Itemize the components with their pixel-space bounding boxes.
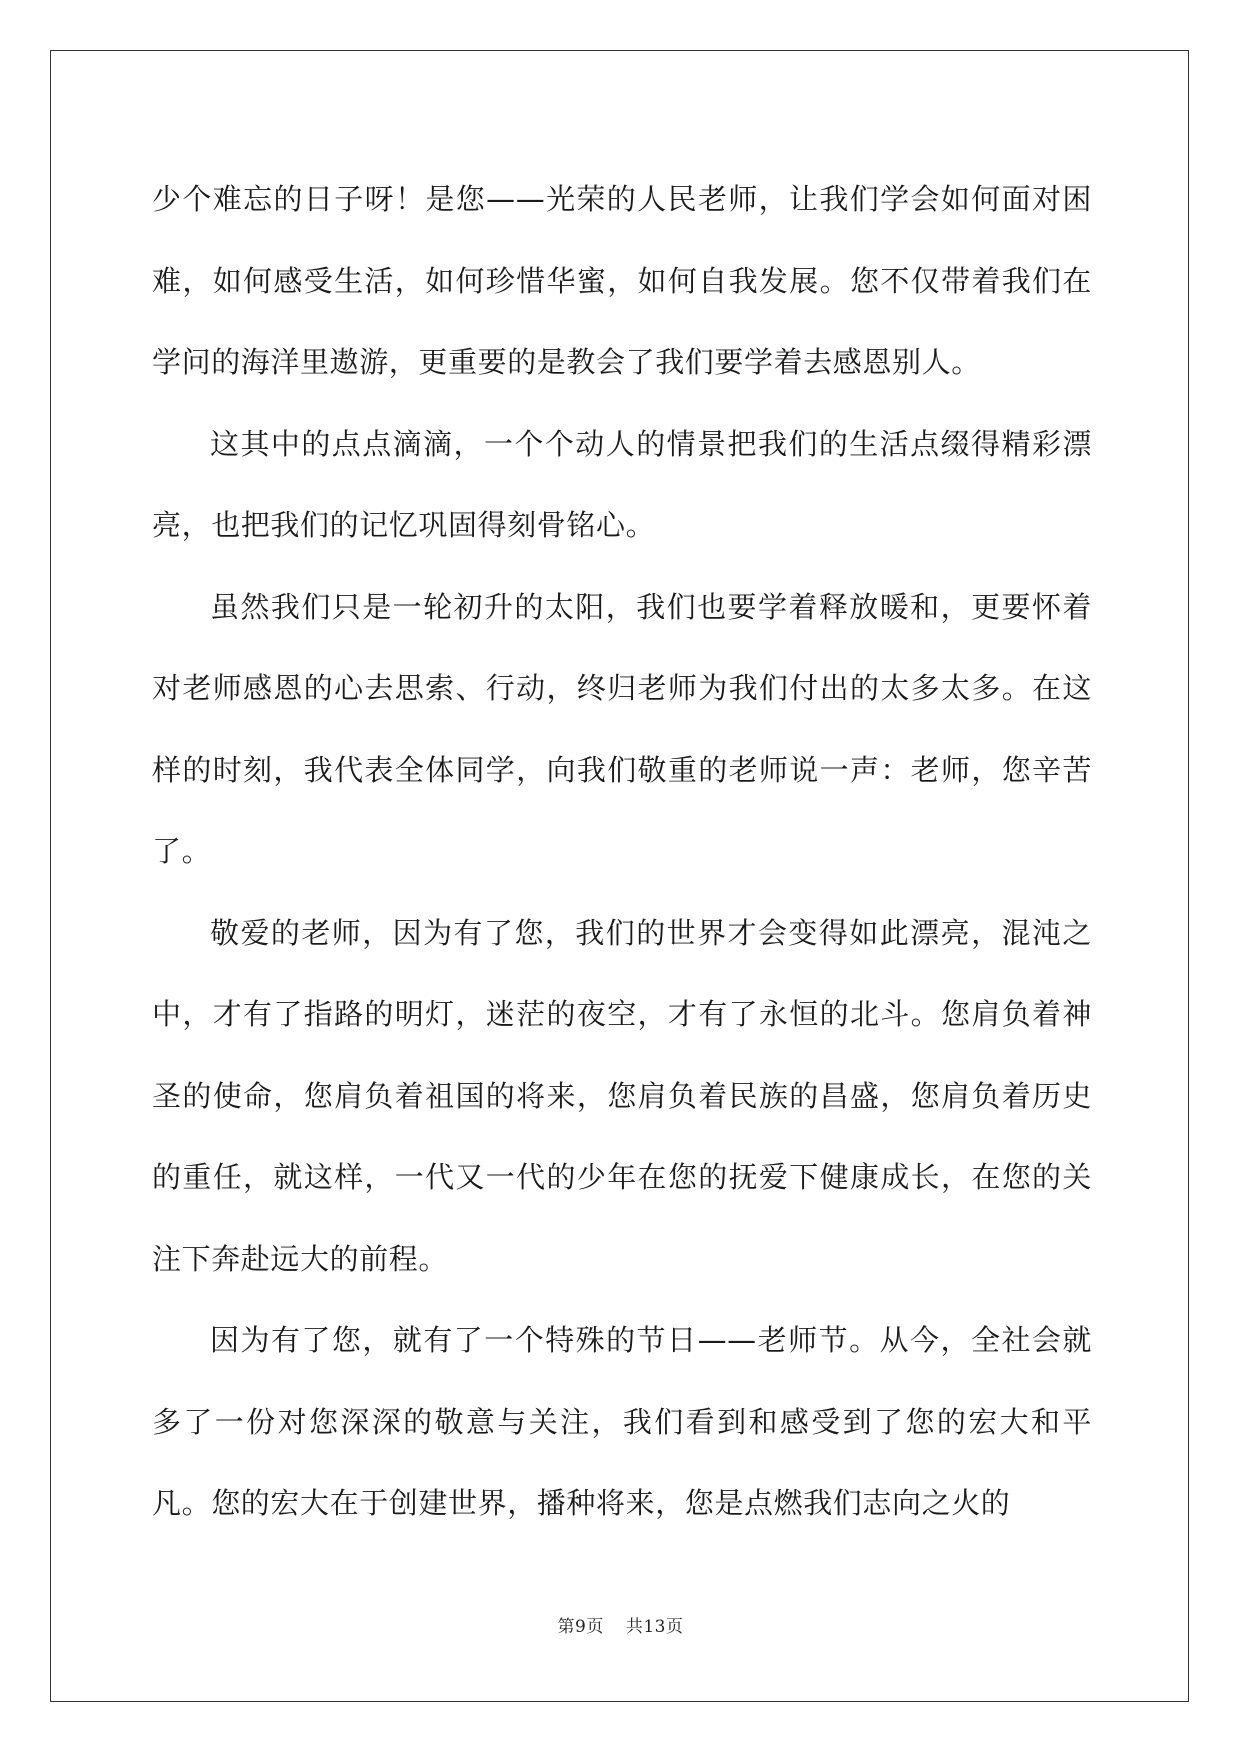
page-footer	[0, 1612, 1241, 1637]
page-number: 第9页	[557, 1617, 604, 1637]
paragraph-4: 敬爱的老师，因为有了您，我们的世界才会变得如此漂亮，混沌之中，才有了指路的明灯，迷茫的夜空，才有了永恒的北斗。您肩负着神圣的使命，您肩负着祖国的将来，您肩负着民族的昌盛，您肩负着历史的重任，就这样，一代又一代的少年在您的抚爱下健康成长，在您的关注下奔赴远大的前程。	[152, 915, 1092, 1276]
paragraph-2: 这其中的点点滴滴，一个个动人的情景把我们的生活点缀得精彩漂亮，也把我们的记忆巩固得刻骨铭心。	[152, 426, 1092, 542]
document-body	[152, 159, 1092, 1545]
paragraph-1: 少个难忘的日子呀！是您——光荣的人民老师，让我们学会如何面对困难，如何感受生活，如何珍惜华蜜，如何自我发展。您不仅带着我们在学问的海洋里遨游，更重要的是教会了我们要学着去感恩别人。	[152, 182, 1092, 379]
paragraph-3: 虽然我们只是一轮初升的太阳，我们也要学着释放暖和，更要怀着对老师感恩的心去思索、行动，终归老师为我们付出的太多太多。在这样的时刻，我代表全体同学，向我们敬重的老师说一声：老师，您辛苦了。	[152, 589, 1092, 868]
page-total: 共13页	[625, 1617, 684, 1637]
paragraph-5: 因为有了您，就有了一个特殊的节日——老师节。从今，全社会就多了一份对您深深的敬意与关注，我们看到和感受到了您的宏大和平凡。您的宏大在于创建世界，播种将来，您是点燃我们志向之火的	[152, 1323, 1092, 1520]
